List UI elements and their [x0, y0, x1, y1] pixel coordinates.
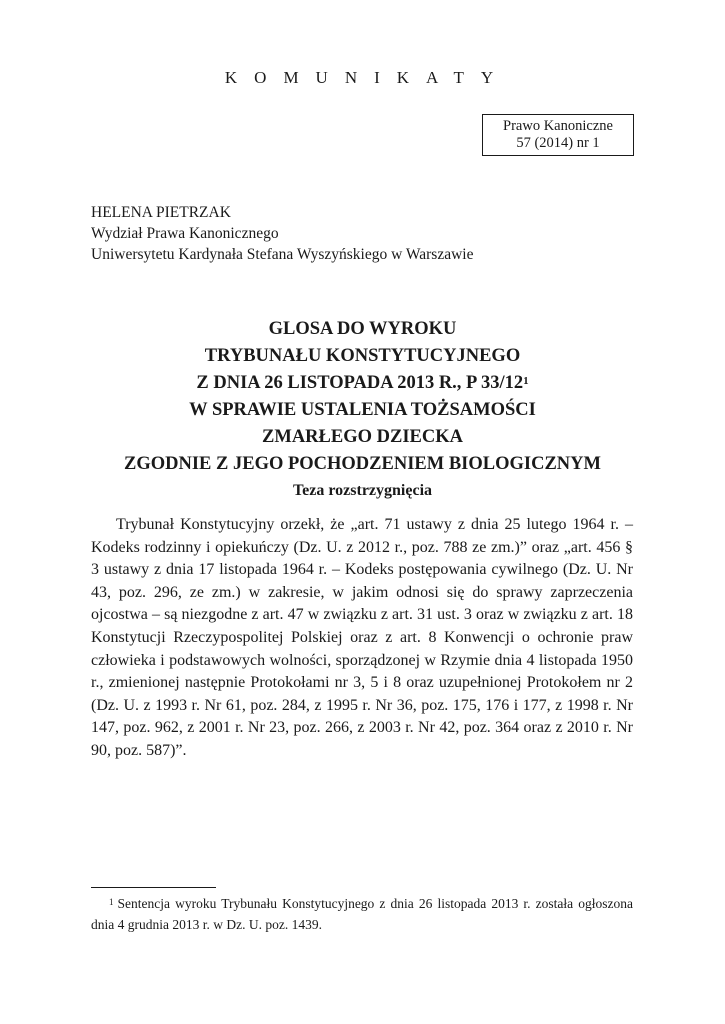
footnote-number: 1 [109, 897, 114, 907]
author-affiliation [91, 202, 473, 265]
title-line-1: GLOSA DO WYROKU [268, 319, 457, 339]
author-department: Wydział Prawa Kanonicznego [91, 225, 279, 242]
thesis-paragraph: Trybunał Konstytucyjny orzekł, że „art. 71 ustawy z dnia 25 lutego 1964 r. – Kodeks rodzinny i opiekuńczy (Dz. U. z 2012 r., poz. 788 ze zm.)” oraz „art. 456 § 3 ustawy z dnia 17 listopada 1964 r. – Kodeks postępowania cywilnego (Dz. U. Nr 43, poz. 296, ze zm.) w zakresie, w jakim odnosi się do sprawy zaprzeczenia ojcostwa – są niezgodne z art. 47 w związku z art. 31 ust. 3 oraz w związku z art. 18 Konstytucji Rzeczypospolitej Polskiej oraz z art. 8 Konwencji o ochronie praw człowieka i podstawowych wolności, sporządzonej w Rzymie dnia 4 listopada 1950 r., zmienionej następnie Protokołami nr 3, 5 i 8 oraz uzupełnionej Protokołem nr 2 (Dz. U. z 1993 r. Nr 61, poz. 284, z 1995 r. Nr 36, poz. 175, 176 i 177, z 1998 r. Nr 147, poz. 962, z 2001 r. Nr 23, poz. 266, z 2003 r. Nr 42, poz. 364 oraz z 2010 r. Nr 90, poz. 587)”. [91, 516, 633, 759]
title-line-3-text: Z DNIA 26 LISTOPADA 2013 R., P 33/12 [196, 373, 524, 393]
journal-issue: 57 (2014) nr 1 [516, 135, 600, 151]
title-line-4: W SPRAWIE USTALENIA TOŻSAMOŚCI [189, 400, 536, 420]
article-title [40, 316, 685, 478]
footnote-reference[interactable]: 1 [523, 375, 529, 387]
title-line-6: ZGODNIE Z JEGO POCHODZENIEM BIOLOGICZNYM [124, 454, 601, 474]
footnote [91, 893, 633, 935]
author-name: HELENA PIETRZAK [91, 204, 231, 221]
journal-reference-box [482, 114, 634, 156]
author-university: Uniwersytetu Kardynała Stefana Wyszyńskiego w Warszawie [91, 246, 474, 263]
thesis-heading: Teza rozstrzygnięcia [292, 482, 433, 499]
footnote-text: Sentencja wyroku Trybunału Konstytucyjnego z dnia 26 listopada 2013 r. została ogłoszona dnia 4 grudnia 2013 r. w Dz. U. poz. 1439. [91, 896, 633, 932]
footnote-divider [91, 887, 216, 888]
journal-name: Prawo Kanoniczne [503, 118, 613, 134]
title-line-5: ZMARŁEGO DZIECKA [262, 427, 463, 447]
title-line-3 [40, 370, 685, 397]
title-line-2: TRYBUNAŁU KONSTYTUCYJNEGO [204, 346, 521, 366]
section-header: KOMUNIKATY [224, 68, 511, 87]
